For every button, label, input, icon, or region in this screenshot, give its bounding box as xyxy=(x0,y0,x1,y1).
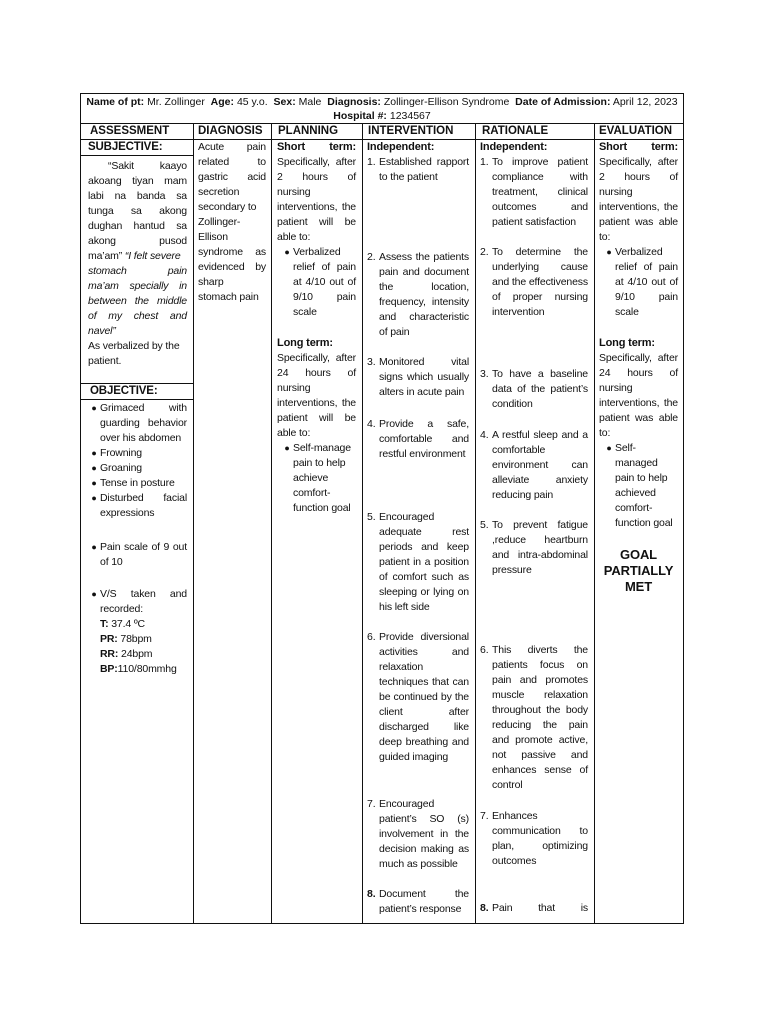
diagnosis-line: stomach pain xyxy=(198,291,259,303)
patient-info-line xyxy=(80,95,684,109)
planning-short-intro: Specifically, after 2 hours of nursing interventions, the patient will be able to: xyxy=(277,156,356,243)
intervention-item-2: 2. Assess the patients pain and document the location, frequency, intensity and characteristic of pain xyxy=(367,251,469,338)
intervention-item-8: 8. Document the patient’s response xyxy=(367,888,469,915)
name-label: Name of pt: xyxy=(86,96,145,108)
quote-line: “Sakit kaayo xyxy=(108,160,187,172)
quote-line: labi na banda sa xyxy=(88,190,187,202)
diagnosis-line: gastric acid xyxy=(198,171,266,183)
intervention-item-5: 5. Encouraged adequate rest periods and keep patient in a position of comfort such as sleeping or lying on his left side xyxy=(367,511,469,613)
age-value: 45 y.o. xyxy=(236,96,268,108)
quote-italic-line: between the middle xyxy=(88,295,187,307)
verbalized-note: As verbalized by the patient. xyxy=(88,340,180,367)
diagnosis-line: evidenced by xyxy=(198,261,266,273)
planning-short-label: Short term: xyxy=(277,141,356,153)
quote-italic-end: navel” xyxy=(88,325,116,337)
nursing-diagnosis xyxy=(198,140,266,305)
column-header-intervention: INTERVENTION xyxy=(368,125,454,137)
objective-list xyxy=(88,401,187,521)
goal-line: PARTIALLY xyxy=(603,563,674,578)
diagnosis-line: related to xyxy=(198,156,266,168)
rationale-label: Independent: xyxy=(480,141,548,153)
diagnosis-line: secretion xyxy=(198,186,240,198)
planning-short-item: ● Verbalized relief of pain at 4/10 out of 9/10 pain scale xyxy=(284,246,356,318)
column-divider-1 xyxy=(193,123,194,924)
quote-line: tunga sa akong xyxy=(88,205,187,217)
rationale-item-3: 3. To have a baseline data of the patient’s condition xyxy=(480,368,588,410)
quote-italic-line: stomach pain xyxy=(88,265,187,277)
evaluation-long-item: ● Self-managed pain to help achieved comfort-function goal xyxy=(606,442,673,529)
subjective-quote xyxy=(88,159,187,369)
column-header-assessment: ASSESSMENT xyxy=(90,125,170,137)
diagnosis-line: Acute pain xyxy=(198,141,266,153)
quote-mixed-line xyxy=(88,249,187,264)
intervention-item-1: 1. Established rapport to the patient xyxy=(367,156,469,183)
diagnosis-line: sharp xyxy=(198,276,224,288)
column-divider-4 xyxy=(475,123,476,924)
subjective-divider xyxy=(80,155,193,156)
evaluation-long-term xyxy=(599,336,678,531)
evaluation-short-label: Short term: xyxy=(599,141,678,153)
rationale-item-8: 8. Pain that is xyxy=(480,902,588,914)
intervention-item-3: 3. Monitored vital signs which usually alters in acute pain xyxy=(367,356,469,398)
intervention-label: Independent: xyxy=(367,141,435,153)
objective-item: ● Tense in posture xyxy=(91,477,175,489)
table-border-left xyxy=(80,93,81,924)
planning-short-term xyxy=(277,140,356,320)
admission-value: April 12, 2023 xyxy=(612,96,678,108)
diagnosis-line: secondary to xyxy=(198,201,257,213)
evaluation-short-item: ● Verbalized relief of pain at 4/10 out of 9/10 pain scale xyxy=(606,246,678,318)
evaluation-long-label: Long term: xyxy=(599,337,655,349)
rationale-item-5: 5. To prevent fatigue ,reduce heartburn and intra-abdominal pressure xyxy=(480,519,588,576)
diagnosis-label: Diagnosis: xyxy=(327,96,381,108)
rationale-item-1: 1. To improve patient compliance with treatment, clinical outcomes and patient satisfaction xyxy=(480,156,588,228)
objective-item: ● Groaning xyxy=(91,462,142,474)
rationale-item-7: 7. Enhances communication to plan, optimizing outcomes xyxy=(480,810,588,867)
admission-label: Date of Admission: xyxy=(515,96,611,108)
planning-long-label: Long term: xyxy=(277,337,333,349)
objective-bottom-divider xyxy=(80,399,193,400)
vital-pr: PR: 78bpm xyxy=(100,633,152,645)
rationale-item-4: 4. A restful sleep and a comfortable environment can alleviate anxiety reducing pain xyxy=(480,429,588,501)
quote-mixed-italic: “I felt severe xyxy=(124,250,181,262)
column-header-diagnosis: DIAGNOSIS xyxy=(198,125,263,137)
hospital-value: 1234567 xyxy=(389,110,431,122)
age-label: Age: xyxy=(210,96,235,108)
goal-line: GOAL xyxy=(620,547,657,562)
table-border-right xyxy=(683,93,684,924)
name-value: Mr. Zollinger xyxy=(147,96,205,108)
quote-line: dughan hantud sa xyxy=(88,220,187,232)
vital-bp: BP:110/80mmhg xyxy=(100,663,177,675)
quote-italic-line: ma’am specially in xyxy=(88,280,187,292)
quote-line: akoang tiyan mam xyxy=(88,175,187,187)
intervention-item-7: 7. Encouraged patient’s SO (s) involvement in the decision making as much as possible xyxy=(367,798,469,870)
quote-line: akong pusod xyxy=(88,235,187,247)
sex-label: Sex: xyxy=(273,96,296,108)
goal-line: MET xyxy=(625,579,652,594)
evaluation-short-term xyxy=(599,140,678,320)
vital-rr: RR: 24bpm xyxy=(100,648,153,660)
planning-long-item: ● Self-manage pain to help achieve comfort-function goal xyxy=(284,442,351,514)
column-header-evaluation: EVALUATION xyxy=(599,125,673,137)
intervention-item-6: 6. Provide diversional activities and relaxation techniques that can be continued by the client after discharged like deep breathing and guided imaging xyxy=(367,631,469,763)
rationale-item-2: 2. To determine the underlying cause and the effectiveness of proper nursing intervention xyxy=(480,246,588,318)
diagnosis-line: Ellison xyxy=(198,231,228,243)
table-border-top xyxy=(80,93,684,94)
rationale-item-6: 6. This diverts the patients focus on pain and promotes muscle relaxation throughout the body reducing the pain and promote active, not passive and enhances sense of control xyxy=(480,644,588,791)
vital-t: T: 37.4 ºC xyxy=(100,618,145,630)
objective-item: ● Disturbed facial expressions xyxy=(91,492,187,519)
quote-italic-line: of my chest and xyxy=(88,310,187,322)
intervention-item-4: 4. Provide a safe, comfortable and restful environment xyxy=(367,418,469,460)
diagnosis-value: Zollinger-Ellison Syndrome xyxy=(383,96,510,108)
diagnosis-line: syndrome as xyxy=(198,246,266,258)
vital-signs-block xyxy=(88,587,187,677)
evaluation-long-intro: Specifically, after 24 hours of nursing interventions, the patient was able to: xyxy=(599,352,678,439)
goal-status xyxy=(599,547,678,595)
column-divider-5 xyxy=(594,123,595,924)
diagnosis-line: Zollinger- xyxy=(198,216,241,228)
planning-long-term xyxy=(277,336,356,516)
subjective-label: SUBJECTIVE: xyxy=(88,141,163,153)
pain-scale-item: ● Pain scale of 9 out of 10 xyxy=(91,541,187,568)
hospital-number-line xyxy=(80,109,684,123)
column-header-planning: PLANNING xyxy=(278,125,339,137)
hospital-label: Hospital #: xyxy=(333,110,387,122)
vs-taken-item: ● V/S taken and recorded: xyxy=(91,588,187,615)
objective-item: ● Grimaced with guarding behavior over his abdomen xyxy=(91,402,187,444)
column-header-rationale: RATIONALE xyxy=(482,125,549,137)
sex-value: Male xyxy=(298,96,322,108)
column-divider-3 xyxy=(362,123,363,924)
objective-item: ● Frowning xyxy=(91,447,142,459)
quote-mixed-start: ma’am” xyxy=(88,250,123,262)
evaluation-short-intro: Specifically, after 2 hours of nursing interventions, the patient was able to: xyxy=(599,156,678,243)
objective-label: OBJECTIVE: xyxy=(90,385,158,397)
column-divider-2 xyxy=(271,123,272,924)
planning-long-intro: Specifically, after 24 hours of nursing interventions, the patient will be able to: xyxy=(277,352,356,439)
